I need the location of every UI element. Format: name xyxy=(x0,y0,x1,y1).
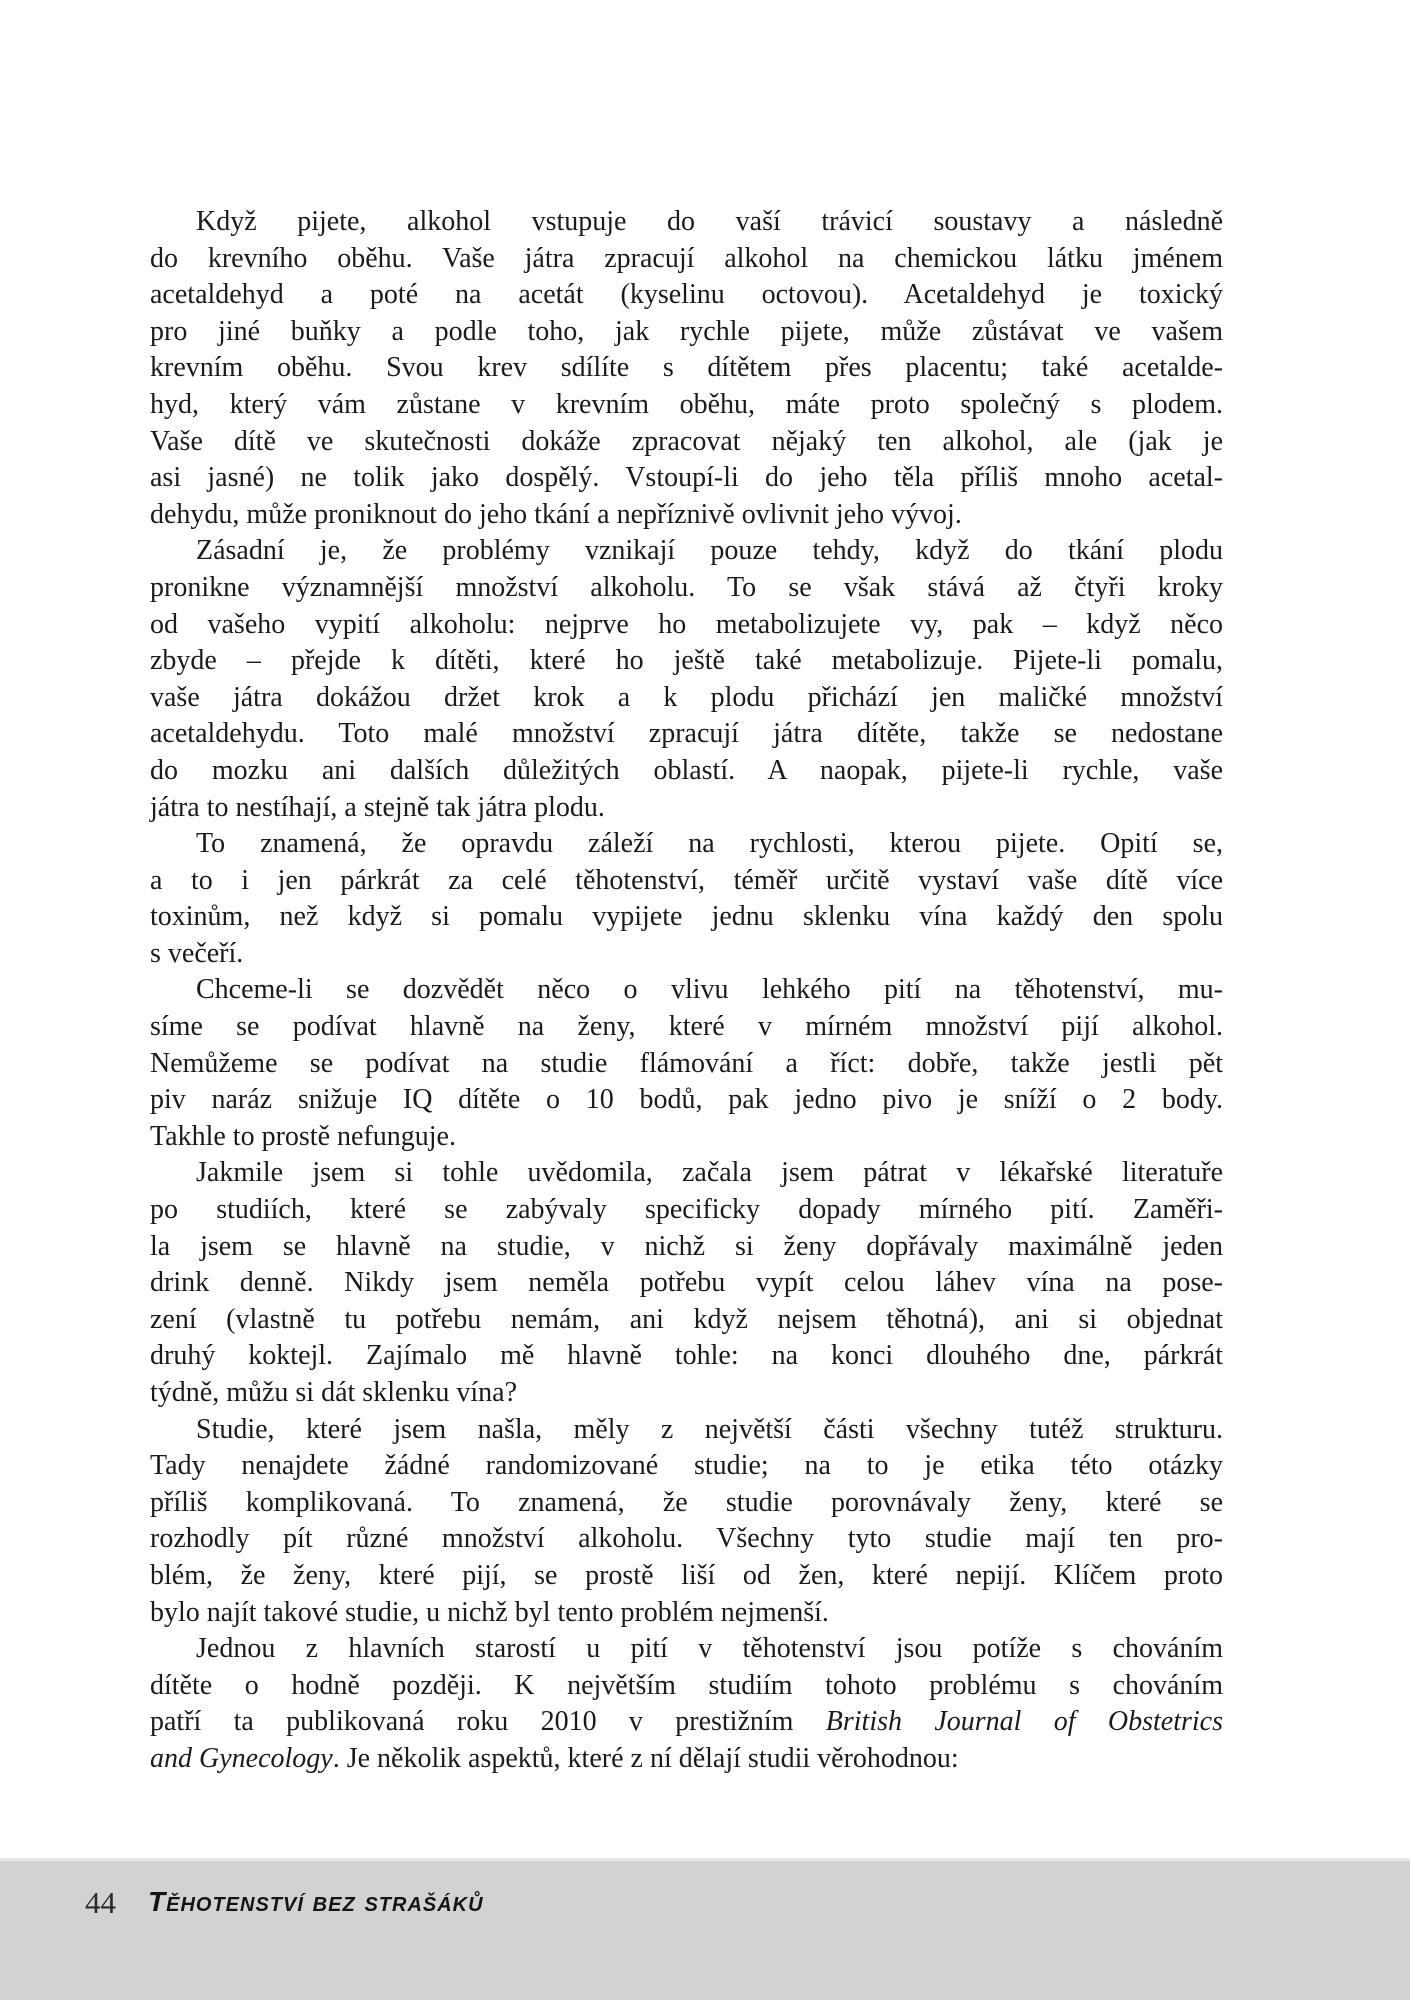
text-line: hyd, který vám zůstane v krevním oběhu, máte proto společný s plodem. xyxy=(150,388,1223,420)
text-line: patří ta publikovaná roku 2010 v prestižním British Journal of Obstetrics xyxy=(150,1706,1223,1738)
text-line: drink denně. Nikdy jsem neměla potřebu vypít celou láhev vína na pose- xyxy=(150,1267,1223,1299)
text-line: dehydu, může proniknout do jeho tkání a nepříznivě ovlivnit jeho vývoj. xyxy=(150,498,962,530)
text-line: Jednou z hlavních starostí u pití v těhotenství jsou potíže s chováním xyxy=(196,1633,1223,1665)
text-line: zení (vlastně tu potřebu nemám, ani když nejsem těhotná), ani si objednat xyxy=(150,1303,1223,1335)
text-line: příliš komplikovaná. To znamená, že studie porovnávaly ženy, které se xyxy=(150,1486,1223,1518)
text-line: Studie, které jsem našla, měly z největší části všechny tutéž strukturu. xyxy=(196,1413,1223,1445)
text-line: Zásadní je, že problémy vznikají pouze tehdy, když do tkání plodu xyxy=(196,535,1223,567)
text-line: asi jasné) ne tolik jako dospělý. Vstoupí-li do jeho těla příliš mnoho acetal- xyxy=(150,462,1223,494)
text-line: la jsem se hlavně na studie, v nichž si ženy dopřávaly maximálně jeden xyxy=(150,1230,1223,1262)
text-line: vaše játra dokážou držet krok a k plodu přichází jen maličké množství xyxy=(150,681,1223,713)
text-block xyxy=(150,204,1223,1778)
paragraph xyxy=(150,1155,1223,1411)
text-line: do mozku ani dalších důležitých oblastí. A naopak, pijete-li rychle, vaše xyxy=(150,754,1223,786)
running-title: Těhotenství bez strašáků xyxy=(148,1886,484,1917)
text-line: rozhodly pít různé množství alkoholu. Všechny tyto studie mají ten pro- xyxy=(150,1523,1223,1555)
paragraph xyxy=(150,972,1223,1155)
page-footer xyxy=(0,1858,1410,2000)
text-line: síme se podívat hlavně na ženy, které v mírném množství pijí alkohol. xyxy=(150,1011,1223,1043)
text-line: s večeří. xyxy=(150,937,244,969)
paragraph xyxy=(150,533,1223,826)
text-line: dítěte o hodně později. K největším studiím tohoto problému s chováním xyxy=(150,1669,1223,1701)
paragraph xyxy=(150,1412,1223,1632)
text-line: and Gynecology. Je několik aspektů, které z ní dělají studii věrohodnou: xyxy=(150,1742,959,1774)
text-line: toxinům, než když si pomalu vypijete jednu sklenku vína každý den spolu xyxy=(150,901,1223,933)
text-line: Chceme-li se dozvědět něco o vlivu lehkého pití na těhotenství, mu- xyxy=(196,974,1223,1006)
text-line: pro jiné buňky a podle toho, jak rychle pijete, může zůstávat ve vašem xyxy=(150,315,1223,347)
paragraph xyxy=(150,826,1223,972)
text-line: Jakmile jsem si tohle uvědomila, začala jsem pátrat v lékařské literatuře xyxy=(196,1157,1223,1189)
text-line: acetaldehydu. Toto malé množství zpracují játra dítěte, takže se nedostane xyxy=(150,718,1223,750)
text-line: pronikne významnější množství alkoholu. To se však stává až čtyři kroky xyxy=(150,571,1223,603)
paragraph xyxy=(150,204,1223,533)
text-line: játra to nestíhají, a stejně tak játra plodu. xyxy=(150,791,605,823)
paragraph xyxy=(150,1631,1223,1777)
text-line: zbyde – přejde k dítěti, které ho ještě také metabolizuje. Pijete-li pomalu, xyxy=(150,645,1223,677)
text-line: od vašeho vypití alkoholu: nejprve ho metabolizujete vy, pak – když něco xyxy=(150,608,1223,640)
text-line: Takhle to prostě nefunguje. xyxy=(150,1120,456,1152)
text-line: týdně, můžu si dát sklenku vína? xyxy=(150,1377,518,1408)
text-line: bylo najít takové studie, u nichž byl tento problém nejmenší. xyxy=(150,1596,829,1628)
text-line: po studiích, které se zabývaly specificky dopady mírného pití. Zaměři- xyxy=(150,1194,1223,1226)
text-line: druhý koktejl. Zajímalo mě hlavně tohle: na konci dlouhého dne, párkrát xyxy=(150,1340,1223,1372)
text-line: Tady nenajdete žádné randomizované studie; na to je etika této otázky xyxy=(150,1450,1223,1482)
text-line: Vaše dítě ve skutečnosti dokáže zpracovat nějaký ten alkohol, ale (jak je xyxy=(150,425,1223,457)
text-line: krevním oběhu. Svou krev sdílíte s dítětem přes placentu; také acetalde- xyxy=(150,352,1223,384)
text-line: Když pijete, alkohol vstupuje do vaší trávicí soustavy a následně xyxy=(196,206,1223,237)
text-line: To znamená, že opravdu záleží na rychlosti, kterou pijete. Opití se, xyxy=(196,828,1223,860)
text-line: do krevního oběhu. Vaše játra zpracují alkohol na chemickou látku jménem xyxy=(150,242,1223,274)
text-line: Nemůžeme se podívat na studie flámování a říct: dobře, takže jestli pět xyxy=(150,1047,1223,1079)
text-line: a to i jen párkrát za celé těhotenství, téměř určitě vystaví vaše dítě více xyxy=(150,864,1223,896)
text-line: blém, že ženy, které pijí, se prostě liší od žen, které nepijí. Klíčem proto xyxy=(150,1559,1223,1591)
page-number: 44 xyxy=(85,1885,116,1920)
text-line: piv naráz snižuje IQ dítěte o 10 bodů, pak jedno pivo je sníží o 2 body. xyxy=(150,1084,1223,1116)
text-line: acetaldehyd a poté na acetát (kyselinu octovou). Acetaldehyd je toxický xyxy=(150,279,1223,311)
